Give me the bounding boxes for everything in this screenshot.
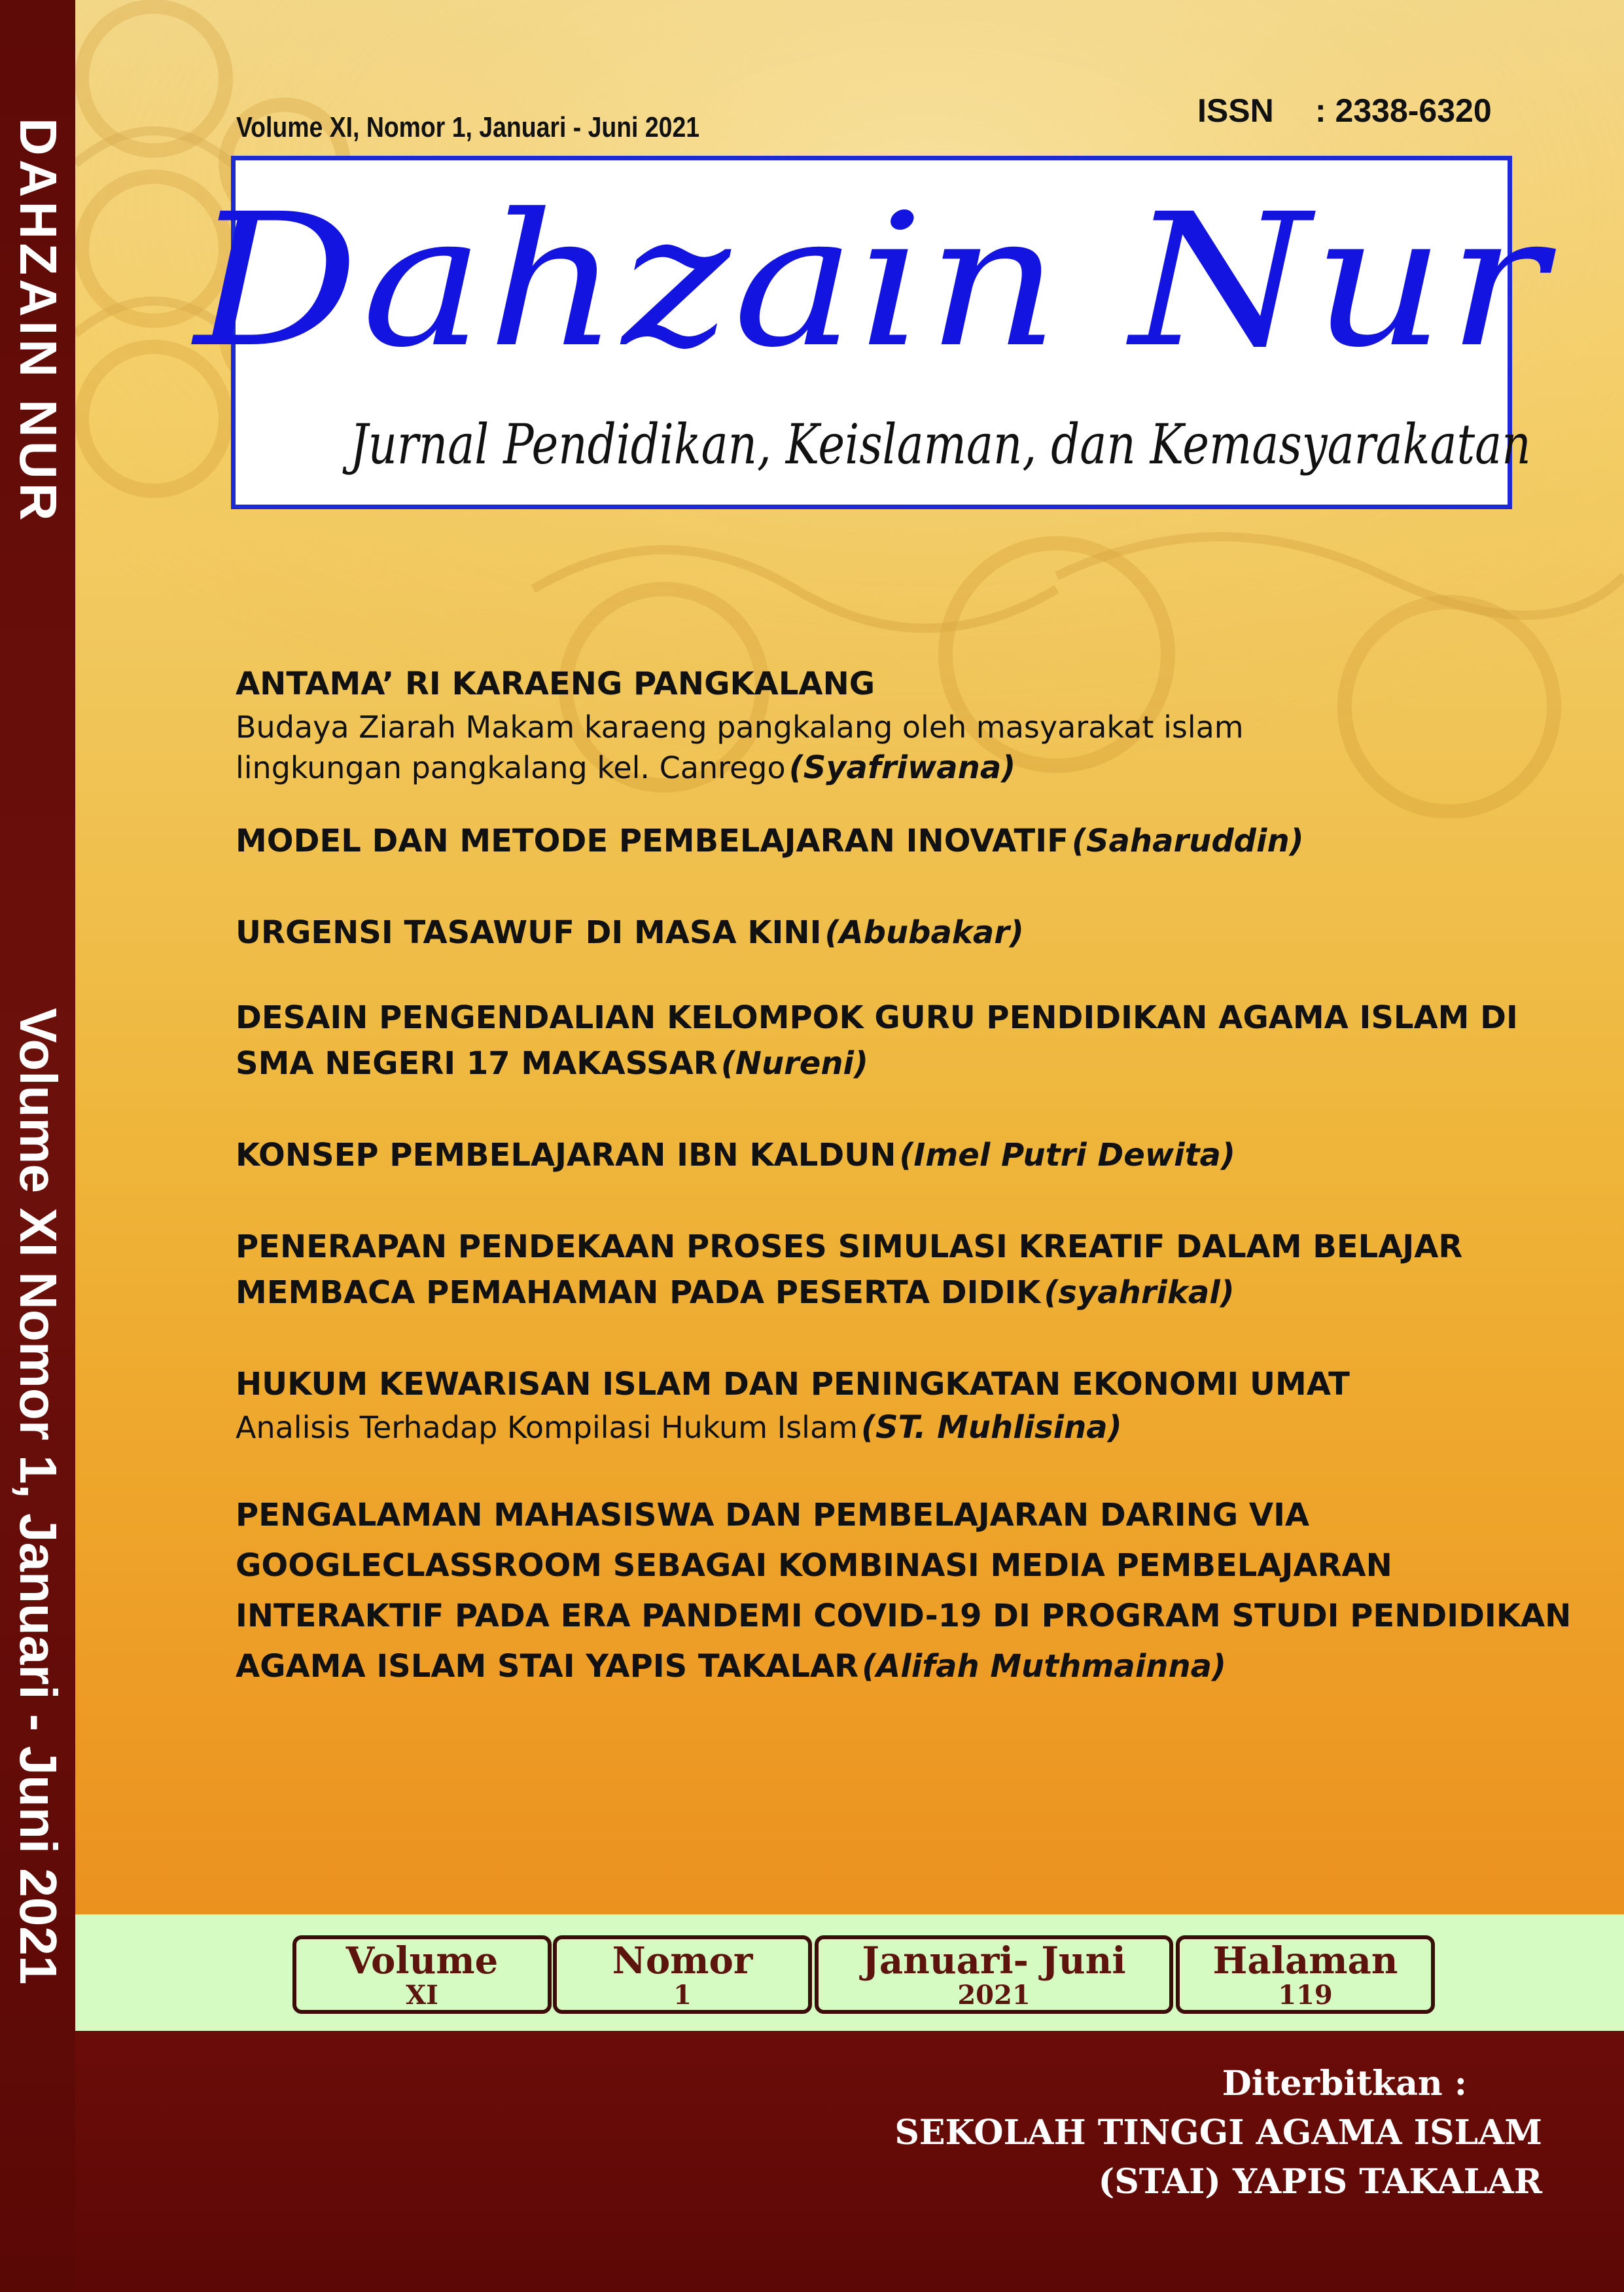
issue-info-band <box>75 1914 1624 2031</box>
article-author: (ST. Muhlisina) <box>861 1409 1122 1446</box>
title-box <box>194 156 1549 509</box>
article-author: (syahrikal) <box>1044 1274 1235 1311</box>
article-item <box>236 910 1024 956</box>
article-title: PENERAPAN PENDEKAAN PROSES SIMULASI KREATIF DALAM BELAJAR <box>236 1228 1463 1265</box>
info-label: Halaman <box>1212 1939 1398 1982</box>
article-author: (Syafriwana) <box>788 749 1016 786</box>
info-box-volume <box>292 1935 552 2014</box>
article-subtitle: Analisis Terhadap Kompilasi Hukum Islam <box>236 1410 858 1445</box>
info-label: Volume <box>345 1939 499 1982</box>
info-value: 2021 <box>957 1980 1031 2011</box>
article-item <box>236 1361 1350 1448</box>
info-box-halaman <box>1176 1935 1435 2014</box>
article-item <box>236 1492 1571 1694</box>
info-value: 1 <box>673 1980 692 2011</box>
article-author: (Abubakar) <box>824 914 1024 951</box>
article-title: HUKUM KEWARISAN ISLAM DAN PENINGKATAN EKONOMI UMAT <box>236 1366 1350 1403</box>
journal-subtitle: Jurnal Pendidikan, Keislaman, dan Kemasyarakatan <box>349 412 1531 476</box>
article-title: DESAIN PENGENDALIAN KELOMPOK GURU PENDIDIKAN AGAMA ISLAM DI <box>236 999 1518 1036</box>
article-author: (Imel Putri Dewita) <box>899 1137 1235 1173</box>
article-subtitle: Budaya Ziarah Makam karaeng pangkalang oleh masyarakat islam <box>236 709 1244 745</box>
article-title: PENGALAMAN MAHASISWA DAN PEMBELAJARAN DARING VIA <box>236 1497 1310 1533</box>
spine-title: DAHZAIN NUR <box>9 118 67 525</box>
publisher-name-line1: SEKOLAH TINGGI AGAMA ISLAM <box>894 2113 1542 2153</box>
article-item <box>236 661 1244 788</box>
article-item <box>236 1224 1462 1316</box>
journal-title: Dahzain Nur <box>194 175 1549 388</box>
article-item <box>236 1132 1235 1178</box>
article-title: KONSEP PEMBELAJARAN IBN KALDUN <box>236 1137 896 1173</box>
article-title: GOOGLECLASSROOM SEBAGAI KOMBINASI MEDIA PEMBELAJARAN <box>236 1547 1392 1584</box>
publisher-band <box>75 2031 1624 2292</box>
article-item <box>236 818 1304 864</box>
volume-line: Volume XI, Nomor 1, Januari - Juni 2021 <box>236 111 700 143</box>
article-title: AGAMA ISLAM STAI YAPIS TAKALAR <box>236 1648 859 1685</box>
issn-value: : 2338-6320 <box>1315 92 1492 129</box>
article-title: URGENSI TASAWUF DI MASA KINI <box>236 914 822 951</box>
article-title: ANTAMA’ RI KARAENG PANGKALANG <box>236 666 875 702</box>
issn-label: ISSN <box>1197 92 1274 129</box>
spine <box>0 0 75 2292</box>
article-item <box>236 995 1518 1086</box>
publisher-label: Diterbitkan : <box>1222 2064 1467 2104</box>
article-subtitle: lingkungan pangkalang kel. Canrego <box>236 750 786 785</box>
info-box-nomor <box>553 1935 812 2014</box>
info-value: XI <box>406 1980 438 2011</box>
spine-volume-line: Volume XI Nomor 1, Januari - Juni 2021 <box>9 1008 67 1985</box>
article-author: (Nureni) <box>720 1045 868 1082</box>
article-author: (Alifah Muthmainna) <box>862 1648 1226 1685</box>
article-title: SMA NEGERI 17 MAKASSAR <box>236 1045 718 1082</box>
info-box-period <box>815 1935 1173 2014</box>
issn <box>1197 92 1492 130</box>
info-value: 119 <box>1278 1980 1333 2011</box>
article-title: INTERAKTIF PADA ERA PANDEMI COVID-19 DI PROGRAM STUDI PENDIDIKAN <box>236 1598 1572 1634</box>
info-label: Nomor <box>612 1939 753 1982</box>
article-author: (Saharuddin) <box>1072 823 1304 859</box>
article-title: MEMBACA PEMAHAMAN PADA PESERTA DIDIK <box>236 1274 1041 1311</box>
info-label: Januari- Juni <box>862 1939 1126 1982</box>
publisher-name-line2: (STAI) YAPIS TAKALAR <box>1098 2162 1542 2202</box>
article-title: MODEL DAN METODE PEMBELAJARAN INOVATIF <box>236 823 1068 859</box>
